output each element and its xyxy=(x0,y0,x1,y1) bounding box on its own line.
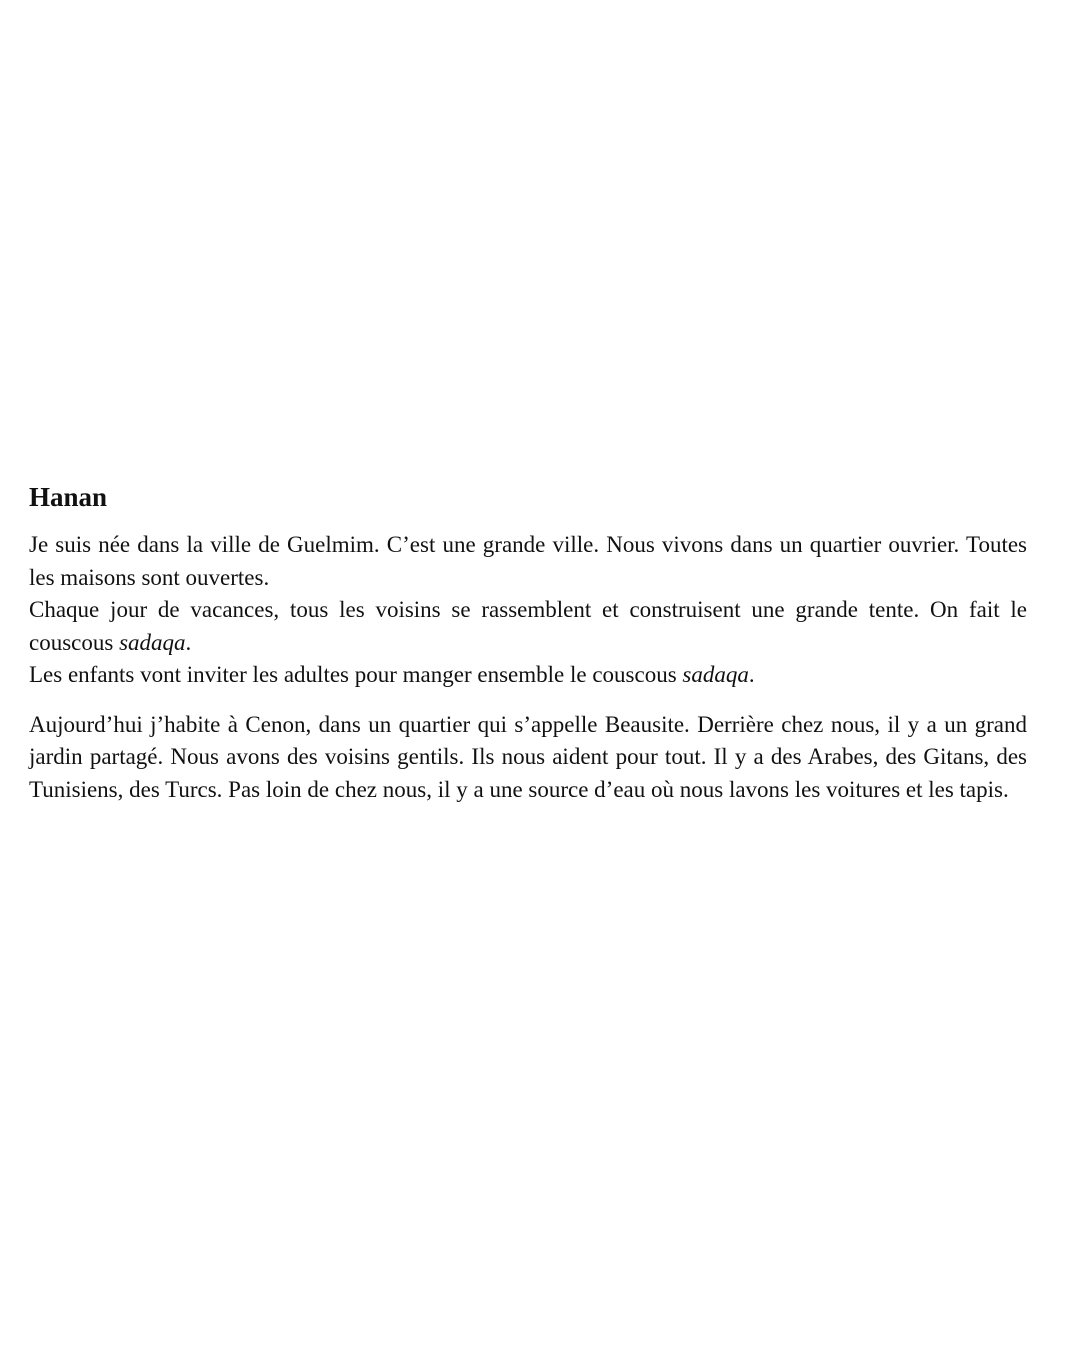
paragraph-holidays-italic: sadaqa xyxy=(119,629,186,655)
paragraph-birthplace-text: Je suis née dans la ville de Guelmim. C’est une grande ville. Nous vivons dans un quartier ouvrier. Toutes les maisons sont ouvertes. xyxy=(29,532,1027,590)
paragraph-holidays-text: Chaque jour de vacances, tous les voisins se rassemblent et construisent une grande tente. On fait le couscous xyxy=(29,597,1027,655)
paragraph-birthplace xyxy=(29,529,1027,594)
paragraph-children-text: Les enfants vont inviter les adultes pour manger ensemble le couscous xyxy=(29,662,683,687)
paragraph-cenon-text: Aujourd’hui j’habite à Cenon, dans un quartier qui s’appelle Beausite. Derrière chez nous, il y a un grand jardin partagé. Nous avons des voisins gentils. Ils nous aident pour tout. Il y a des Arabes, des Gitans, des Tunisiens, des Turcs. Pas loin de chez nous, il y a une source d’eau où nous lavons les voitures et les tapis. xyxy=(29,711,1027,802)
paragraph-holidays-end: . xyxy=(185,629,192,655)
paragraph-holidays xyxy=(29,594,1027,659)
paragraph-children-end: . xyxy=(748,662,755,687)
document-title: Hanan xyxy=(29,482,108,512)
paragraph-children-italic: sadaqa xyxy=(682,662,749,687)
paragraph-gap xyxy=(29,692,1027,709)
paragraph-cenon xyxy=(29,709,1027,807)
paragraph-children xyxy=(29,659,1027,692)
text-block xyxy=(29,480,1027,806)
